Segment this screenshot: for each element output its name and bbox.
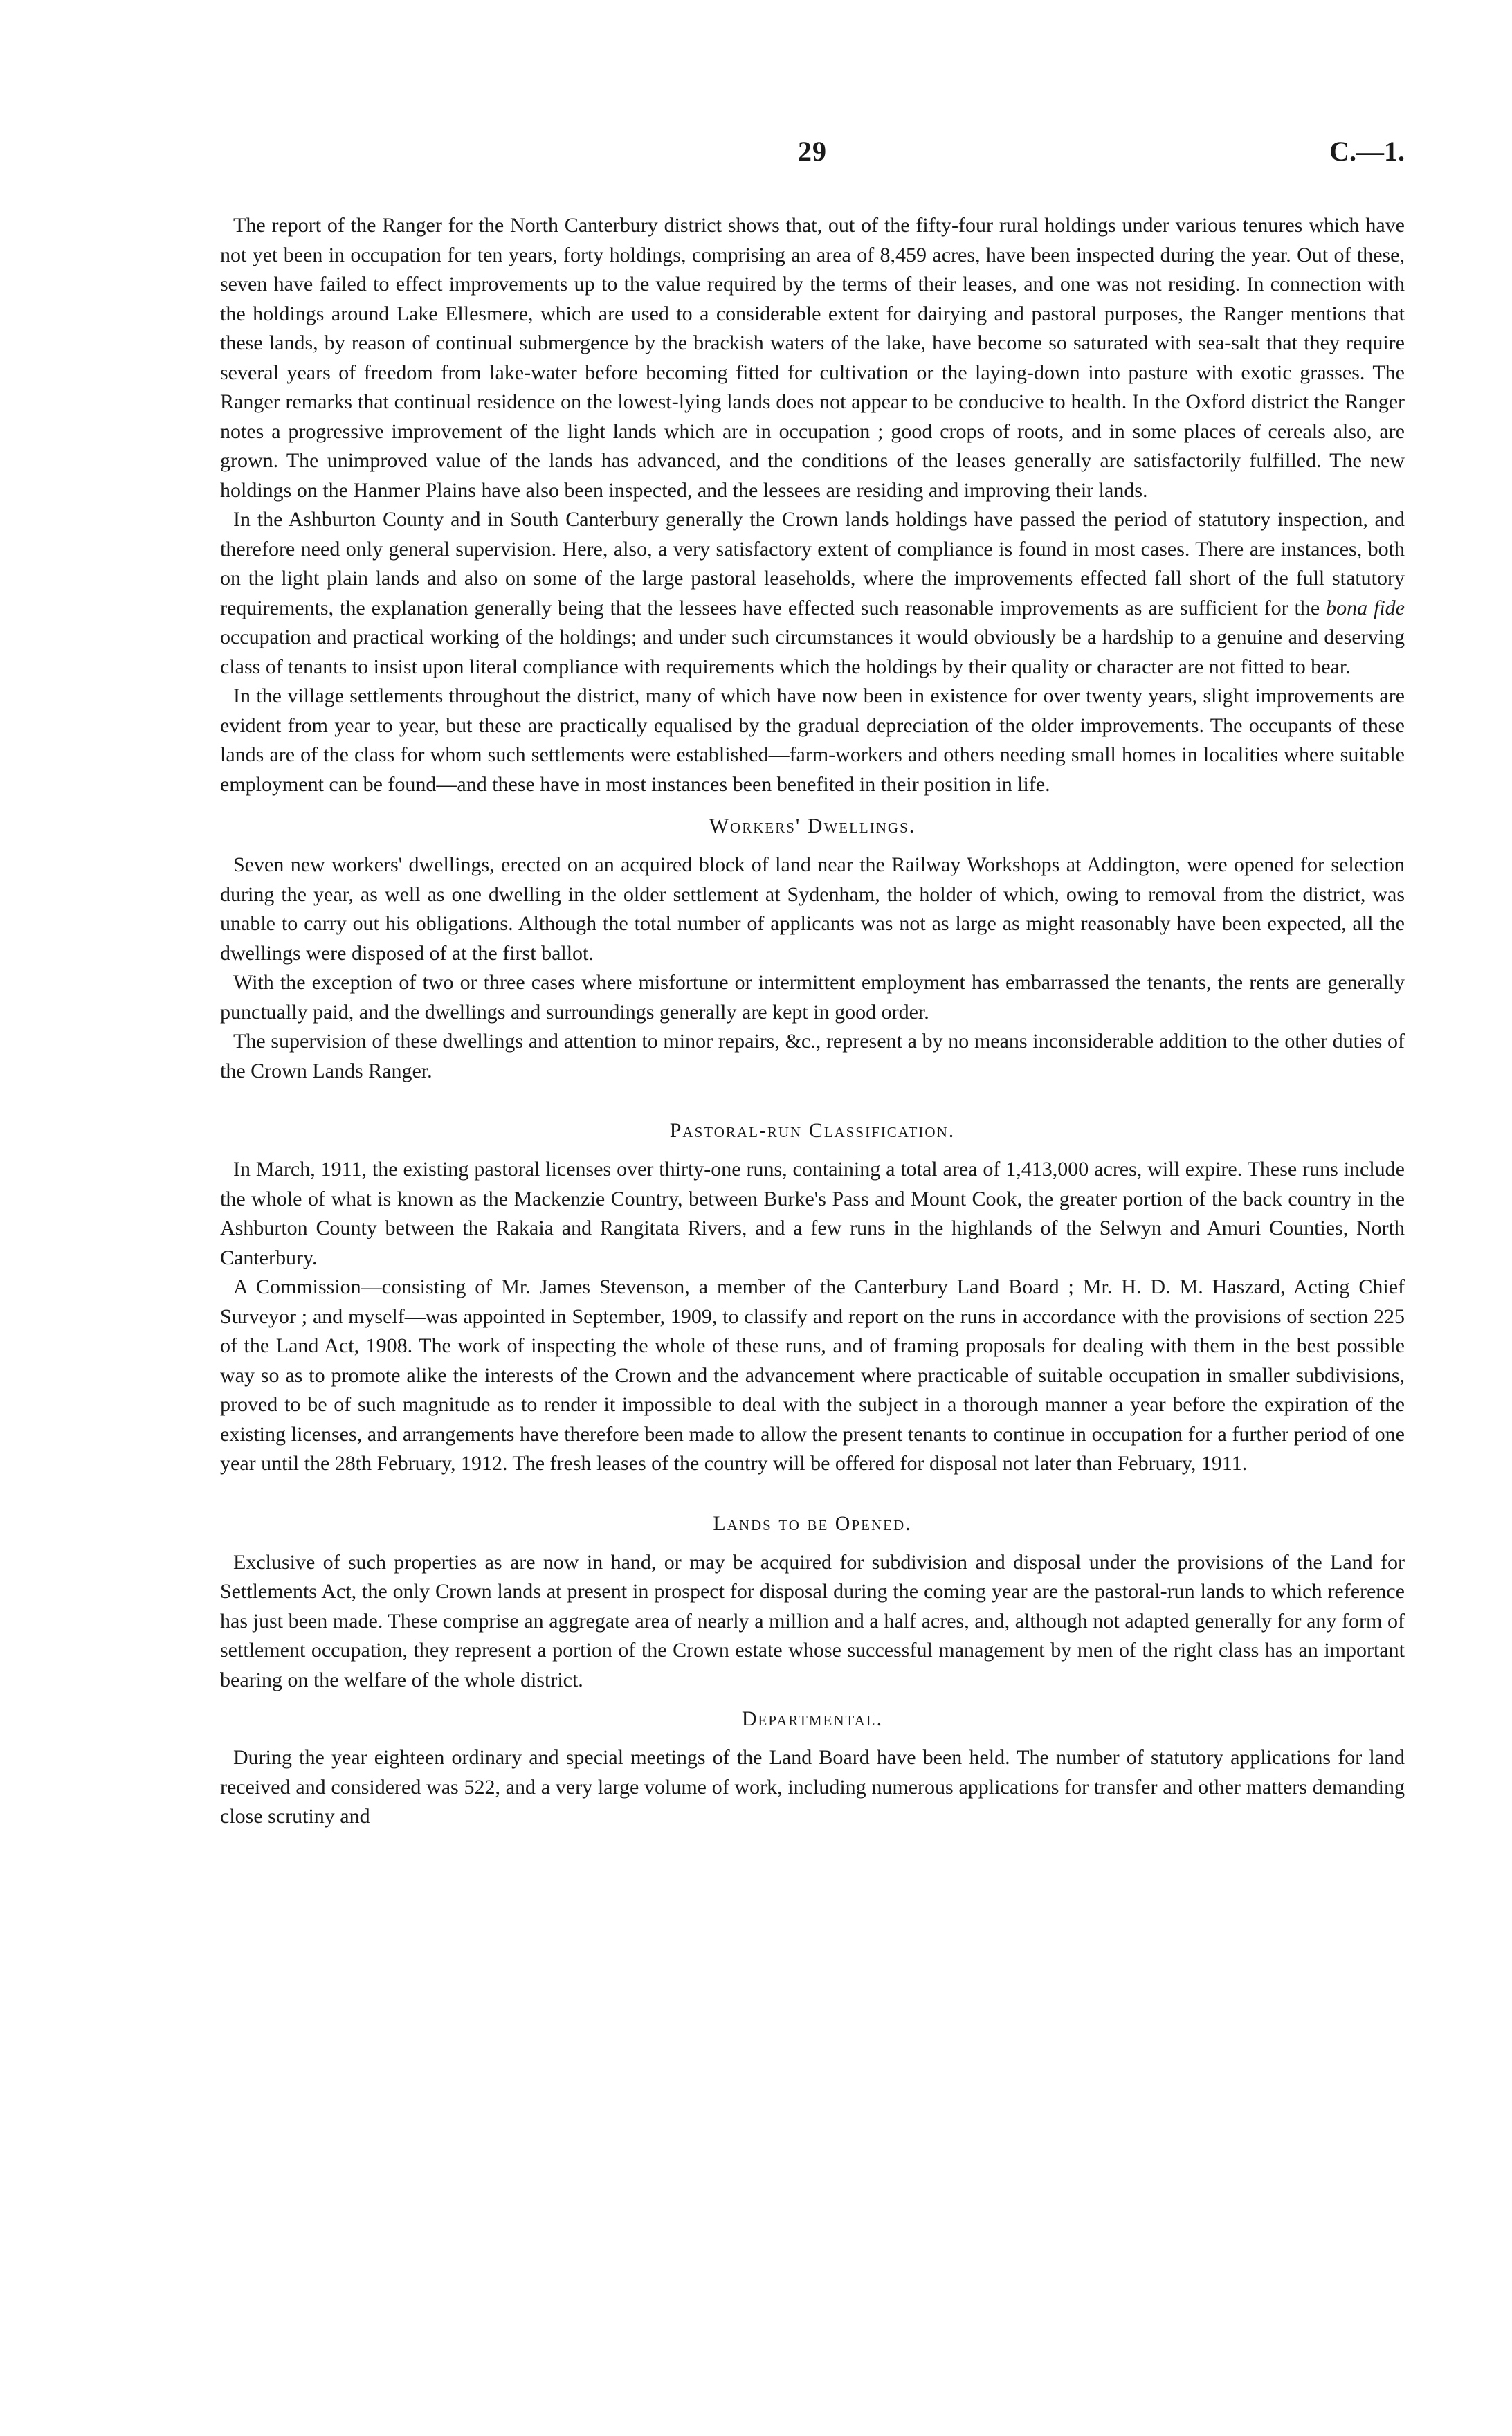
paragraph-workers-1: Seven new workers' dwellings, erected on an acquired block of land near the Railway Workshops at Addington, were opened for selection during the year, as well as one dwelling in the older settlement at Sydenham, the holder of which, owing to removal from the district, was unable to carry out his obligations. Although the total number of applicants was not as large as might reasonably have been expected, all the dwellings were disposed of at the first ballot.: [220, 853, 1405, 965]
heading-departmental: Departmental.: [741, 1707, 884, 1730]
document-page: [220, 135, 1405, 1832]
ashburton-text-before: In the Ashburton County and in South Canterbury generally the Crown lands holdings have passed the period of statutory inspection, and therefore need only general supervision. Here, also, a very satisfactory extent of compliance is found in most cases. There are instances, both on the light plain lands and also on some of the large pastoral leaseholds, where the improvements effected fall short of the full statutory requirements, the explanation generally being that the lessees have effected such reasonable improvements as are sufficient for the: [220, 508, 1405, 619]
ashburton-italic-phrase: bona fide: [1326, 596, 1405, 619]
heading-workers-dwellings: Workers' Dwellings.: [709, 815, 916, 837]
paragraph-departmental-1: During the year eighteen ordinary and special meetings of the Land Board have been held. The number of statutory applications for land received and considered was 522, and a very large volume of work, including numerous applications for transfer and other matters demanding close scrutiny and: [220, 1746, 1405, 1828]
paragraph-pastoral-1: In March, 1911, the existing pastoral licenses over thirty-one runs, containing a total area of 1,413,000 acres, will expire. These runs include the whole of what is known as the Mackenzie Country, between Burke's Pass and Mount Cook, the greater portion of the back country in the Ashburton County between the Rakaia and Rangitata Rivers, and a few runs in the highlands of the Selwyn and Amuri Counties, North Canterbury.: [220, 1158, 1405, 1269]
paragraph-lands-1: Exclusive of such properties as are now in hand, or may be acquired for subdivision and disposal under the provisions of the Land for Settlements Act, the only Crown lands at present in prospect for disposal during the coming year are the pastoral-run lands to which reference has just been made. These comprise an aggregate area of nearly a million and a half acres, and, although not adapted generally for any form of settlement occupation, they represent a portion of the Crown estate whose successful management by men of the right class has an important bearing on the welfare of the whole district.: [220, 1550, 1405, 1691]
paragraph-pastoral-2: A Commission—consisting of Mr. James Stevenson, a member of the Canterbury Land Board ; Mr. H. D. M. Haszard, Acting Chief Surveyor ; and myself—was appointed in September, 1909, to classify and report on the runs in accordance with the provisions of section 225 of the Land Act, 1908. The work of inspecting the whole of these runs, and of framing proposals for dealing with them in the best possible way so as to promote alike the interests of the Crown and the advancement where practicable of suitable occupation in smaller subdivisions, proved to be of such magnitude as to render it impossible to deal with the subject in a thorough manner a year before the expiration of the existing licenses, and arrangements have therefore been made to allow the present tenants to continue in occupation for a further period of one year until the 28th February, 1912. The fresh leases of the country will be offered for disposal not later than February, 1911.: [220, 1275, 1405, 1475]
heading-lands-to-be-opened: Lands to be Opened.: [713, 1511, 912, 1535]
ashburton-text-after: occupation and practical working of the holdings; and under such circumstances it would obviously be a hardship to a genuine and deserving class of tenants to insist upon literal compliance with requirements which the holdings by their quality or character are not fitted to bear.: [220, 626, 1405, 678]
paragraph-ranger-report: The report of the Ranger for the North Canterbury district shows that, out of the fifty-four rural holdings under various tenures which have not yet been in occupation for ten years, forty holdings, comprising an area of 8,459 acres, have been inspected during the year. Out of these, seven have failed to effect improvements up to the value required by the terms of their leases, and one was not residing. In connection with the holdings around Lake Ellesmere, which are used to a considerable extent for dairying and pastoral purposes, the Ranger mentions that these lands, by reason of continual submergence by the brackish waters of the lake, have become so saturated with sea-salt that they require several years of freedom from lake-water before becoming fitted for cultivation or the laying-down into pasture with exotic grasses. The Ranger remarks that continual residence on the lowest-lying lands does not appear to be conducive to health. In the Oxford district the Ranger notes a progressive improvement of the light lands which are in occupation ; good crops of roots, and in some places of cereals also, are grown. The unimproved value of the lands has advanced, and the conditions of the leases generally are satisfactorily fulfilled. The new holdings on the Hanmer Plains have also been inspected, and the lessees are residing and improving their lands.: [220, 214, 1405, 502]
paragraph-village-settlements: In the village settlements throughout the district, many of which have now been in existence for over twenty years, slight improvements are evident from year to year, but these are practically equalised by the gradual depreciation of the older improvements. The occupants of these lands are of the class for whom such settlements were established—farm-workers and others needing small homes in localities where suitable employment can be found—and these have in most instances been benefited in their position in life.: [220, 684, 1405, 796]
paragraph-workers-3: The supervision of these dwellings and attention to minor repairs, &c., represent a by no means inconsiderable addition to the other duties of the Crown Lands Ranger.: [220, 1030, 1405, 1082]
paragraph-workers-2: With the exception of two or three cases where misfortune or intermittent employment has embarrassed the tenants, the rents are generally punctually paid, and the dwellings and surroundings generally are kept in good order.: [220, 971, 1405, 1024]
paragraph-ashburton: [220, 505, 1405, 682]
page-number: 29: [798, 136, 827, 167]
heading-pastoral-run-classification: Pastoral-run Classification.: [669, 1119, 956, 1142]
page-header: [220, 135, 1405, 183]
paper-reference: C.—1.: [1329, 136, 1405, 167]
